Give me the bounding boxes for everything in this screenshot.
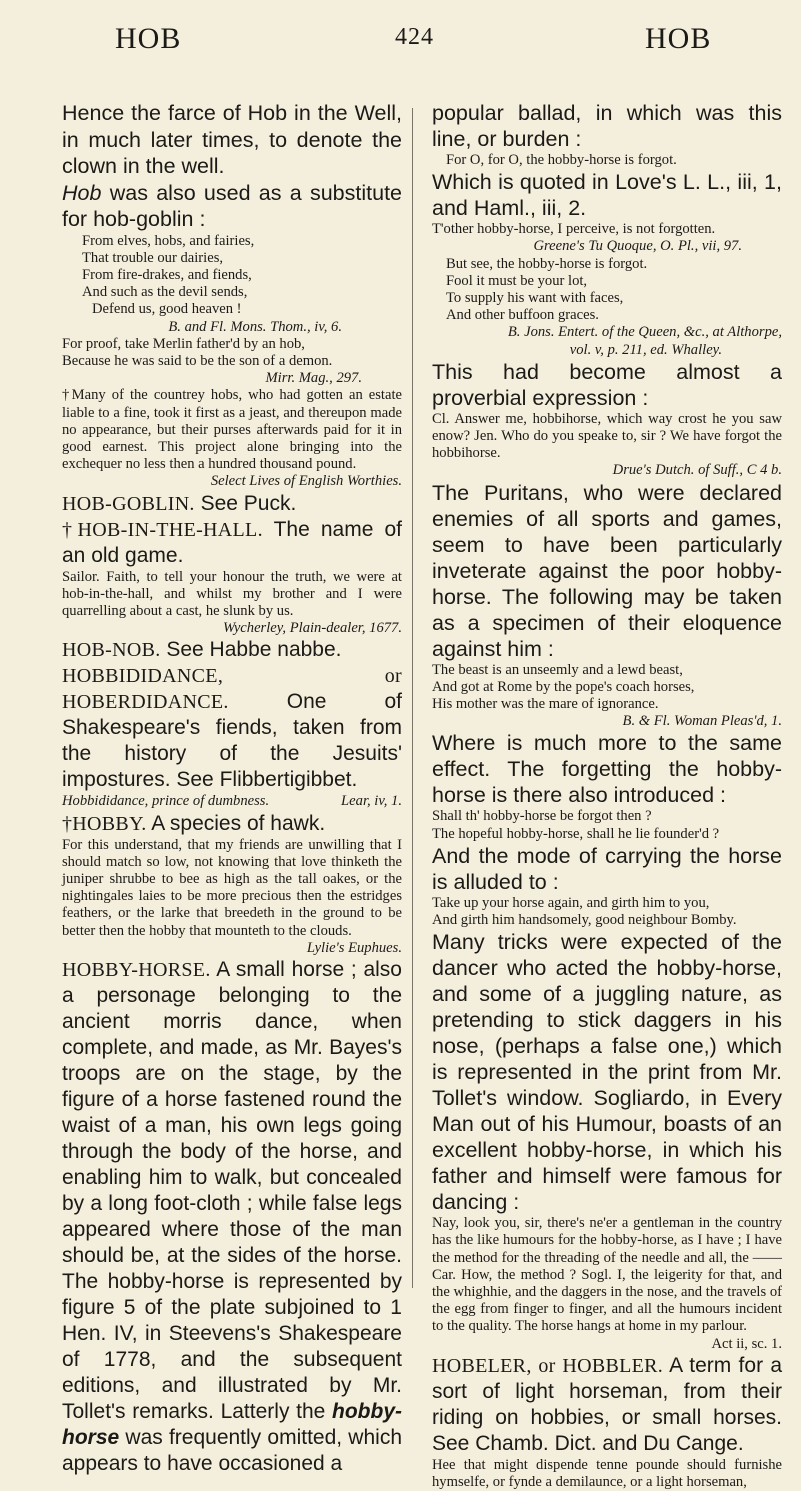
paragraph: The Puritans, who were declared enemies of all sports and games, seem to have been particularly inveterate against the poor hobby-horse. The following may be taken as a specimen of their eloquence against him : [432, 480, 782, 661]
citation: Select Lives of English Worthies. [210, 473, 402, 490]
hob-term: Hob [62, 180, 102, 205]
entry-text: See Puck. [194, 491, 297, 515]
quotation: †Many of the countrey hobs, who had gotten an estate liable to a fine, took it first as a jeast, and thereupon made no appearance, but their purses afterwards paid for it in good earnest. This project alone bringing into the exchequer no less then a hundred thousand pound. [62, 387, 402, 473]
verse-line: To supply his want with faces, [446, 290, 624, 307]
verse-quote [432, 808, 782, 842]
quotation: For O, for O, the hobby-horse is forgot. [446, 152, 677, 168]
citation: Drue's Dutch. of Suff., C 4 b. [612, 462, 782, 479]
citation: vol. v, p. 211, ed. Whalley. [569, 341, 722, 358]
citation: Wycherley, Plain-dealer, 1677. [223, 620, 402, 637]
entry-hobby [62, 811, 402, 837]
entry-hob-in-the-hall [62, 517, 402, 569]
verse-line: For proof, take Merlin father'd by an hob, [62, 335, 305, 352]
citation: B. and Fl. Mons. Thom., iv, 6. [168, 318, 342, 335]
paragraph: Where is much more to the same effect. The forgetting the hobby-horse is there also introduced : [432, 731, 782, 808]
hob-goblin-note-text: was also used as a substitute for hob-goblin : [62, 180, 402, 231]
paragraph: Many tricks were expected of the dancer who acted the hobby-horse, and some of a juggling nature, as pretending to stick daggers in his nose, (perhaps a false one,) which is represented in the print from Mr. Tollet's window. Sogliardo, in Every Man out of his Humour, boasts of an excellent hobby-horse, in which his father and himself were famous for dancing : [432, 930, 782, 1215]
verse-line: Take up your horse again, and girth him to you, [432, 894, 710, 911]
quotation [62, 793, 402, 810]
entry-hobeler [432, 1353, 782, 1457]
verse-line: The hopeful hobby-horse, shall he lie founder'd ? [432, 825, 720, 842]
citation: B. & Fl. Woman Pleas'd, 1. [622, 713, 782, 730]
entry-hobbididance [62, 663, 402, 793]
headword: HOB-GOBLIN. [62, 492, 195, 515]
running-head [60, 22, 771, 62]
entry-text: A small horse ; also a personage belonging to the ancient morris dance, when complete, and made, as Mr. Bayes's troops are on the stage, by the figure of a horse fastened round the waist of a man, his own legs going through the body of the horse, and enabling him to walk, but concealed by a long foot-cloth ; while false legs appeared where those of the man should be, at the sides of the horse. The hobby-horse is represented by figure 5 of the plate subjoined to 1 Hen. IV, in Steevens's Shakespeare of 1778, and the subsequent editions, and illustrated by Mr. Tollet's remarks. Latterly the [62, 957, 402, 1423]
citation: Lylie's Euphues. [306, 939, 402, 956]
verse-line: And other buffoon graces. [446, 307, 599, 324]
paragraph: popular ballad, in which was this line, or burden : [432, 101, 782, 151]
verse-line: And girth him handsomely, good neighbour Bomby. [432, 912, 737, 929]
page-number: 424 [395, 24, 434, 50]
verse-line: That trouble our dairies, [82, 249, 224, 266]
quotation: Cl. Answer me, hobbihorse, which way crost he you saw enow? Jen. Who do you speake to, sir ? We have forgot the hobbihorse. [432, 410, 782, 462]
verse-line: Because he was said to be the son of a demon. [62, 352, 333, 369]
verse-quote [432, 256, 782, 325]
citation: B. Jons. Entert. of the Queen, &c., at Althorpe, [507, 324, 782, 341]
paragraph: And the mode of carrying the horse is alluded to : [432, 843, 782, 894]
column-divider [412, 108, 413, 1288]
headword: HOBELER, or HOBBLER. [432, 1354, 664, 1377]
left-column [62, 100, 402, 1477]
entry-term: hobby-horse [62, 1399, 402, 1449]
entry-text: The name of an old game. [62, 517, 403, 567]
headword: †HOBBY. [62, 812, 147, 835]
verse-line: Fool it must be your lot, [446, 272, 588, 289]
citation: Lear, iv, 1. [341, 793, 402, 810]
entry-text: A species of hawk. [146, 811, 326, 835]
entry-hob-nob [62, 637, 402, 663]
headword: HOBBY-HORSE. [62, 958, 211, 981]
quotation: Nay, look you, sir, there's ne'er a gentleman in the country has the like humours for the hobby-horse, as I have ; I have the method for the threading of the needle and all, the —— Car. How, the method ? Sogl. I, the leigerity for that, and the whighhie, and the daggers in the nose, and the travels of the egg from finger to finger, and all the humours incident to the quality. The horse hangs at home in my parlour. [432, 1215, 782, 1335]
citation: Mirr. Mag., 297. [265, 370, 362, 387]
verse-line: Defend us, good heaven ! [92, 301, 242, 318]
citation: Greene's Tu Quoque, O. Pl., vii, 97. [533, 238, 742, 255]
right-column [432, 100, 782, 1491]
verse-quote [432, 895, 782, 929]
hob-goblin-note [62, 180, 402, 233]
quotation: For this understand, that my friends are unwilling that I should match so low, not knowing that love thinketh the juniper shrubbe to bee as high as the tall oakes, or the nightingales laies to be more precious then the estridges feathers, or the larke that breedeth in the ground to be better then the hobby that mounteth to the clouds. [62, 836, 402, 939]
intro-paragraph: Hence the farce of Hob in the Well, in much later times, to denote the clown in the well. [62, 101, 402, 178]
headword: †HOB-IN-THE-HALL. [62, 518, 263, 541]
quotation: Hee that might dispende tenne pounde should furnishe hymselfe, or fynde a demilaunce, or a light horseman, [432, 1456, 782, 1491]
entry-text: was frequently omitted, which appears to have occasioned a [62, 1425, 402, 1475]
running-head-left: HOB [115, 22, 182, 55]
quotation: T'other hobby-horse, I perceive, is not forgotten. [432, 221, 716, 238]
verse-line: From fire-drakes, and fiends, [82, 266, 252, 283]
verse-line: But see, the hobby-horse is forgot. [446, 255, 648, 272]
verse-line: And got at Rome by the pope's coach horses, [432, 678, 695, 695]
quotation-text: Hobbididance, prince of dumbness. [62, 793, 270, 810]
verse-line: His mother was the mare of ignorance. [432, 696, 659, 713]
entry-text: One of Shakespeare's fiends, taken from the history of the Jesuits' impostures. See Flibbertigibbet. [62, 690, 402, 792]
verse-quote-2 [62, 336, 402, 370]
citation: Act ii, sc. 1. [711, 1335, 782, 1352]
headword: HOB-NOB. [62, 639, 161, 662]
quotation: Sailor. Faith, to tell your honour the truth, we were at hob-in-the-hall, and whilst my brother and I were quarrelling about a cast, he slunk by us. [62, 568, 402, 619]
verse-quote [432, 662, 782, 714]
paragraph: This had become almost a proverbial expression : [432, 359, 782, 410]
entry-text: See Habbe nabbe. [160, 638, 342, 662]
entry-hobby-horse [62, 957, 402, 1477]
verse-line: The beast is an unseemly and a lewd beast, [432, 661, 683, 678]
paragraph: Which is quoted in Love's L. L., iii, 1, and Haml., iii, 2. [432, 170, 782, 221]
running-head-right: HOB [645, 22, 712, 55]
verse-line: And such as the devil sends, [82, 284, 248, 301]
verse-line: From elves, hobs, and fairies, [82, 232, 255, 249]
headword: HOBBIDIDANCE, or HOBERDIDANCE. [62, 665, 402, 714]
entry-text: A term for a sort of light horseman, from their riding on hobbies, or small horses. See Chamb. Dict. and Du Cange. [432, 1353, 782, 1455]
verse-quote-1 [62, 233, 402, 319]
entry-hob-goblin [62, 491, 402, 517]
verse-line: Shall th' hobby-horse be forgot then ? [432, 808, 652, 825]
